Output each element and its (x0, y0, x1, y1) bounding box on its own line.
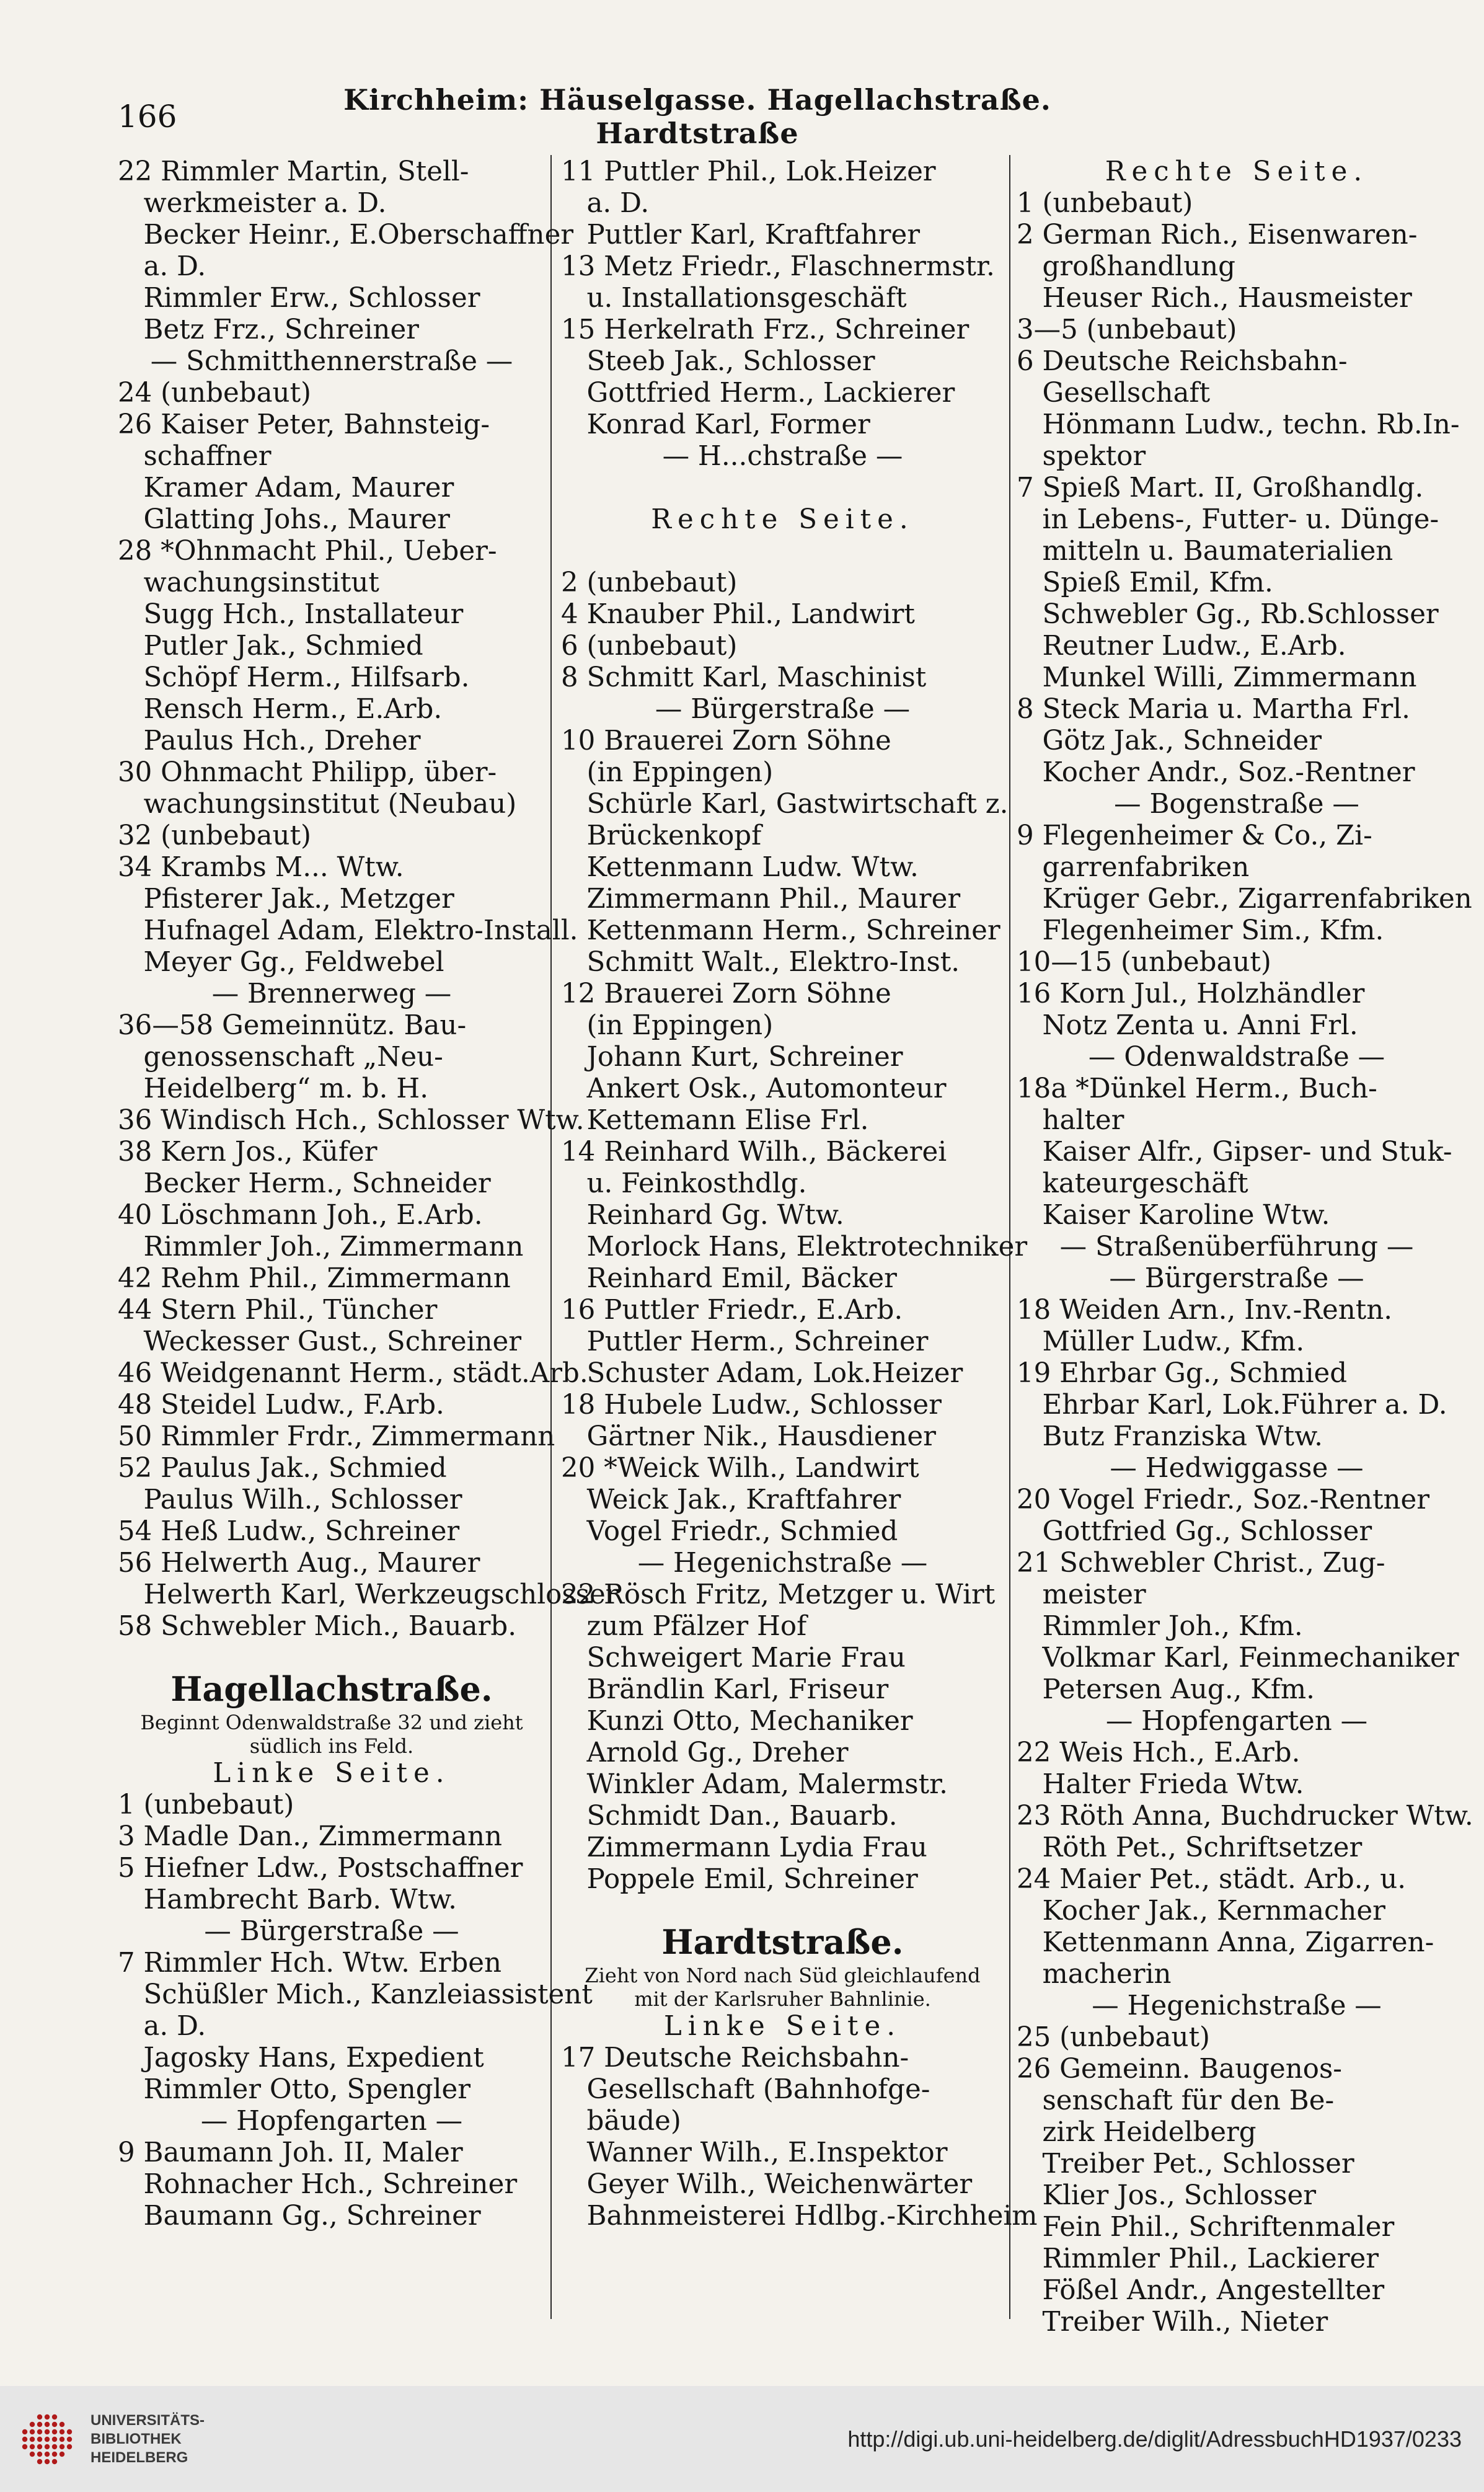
directory-entry: Röth Pet., Schriftsetzer (1017, 1832, 1363, 1863)
directory-entry: 12 Brauerei Zorn Söhne (561, 978, 891, 1009)
directory-entry: 14 Reinhard Wilh., Bäckerei (561, 1137, 947, 1168)
side-heading: Linke Seite. (213, 1758, 451, 1789)
street-description: Zieht von Nord nach Süd gleichlaufend (585, 1964, 981, 1987)
directory-entry: 36 Windisch Hch., Schlosser Wtw. (118, 1105, 585, 1136)
seal-dot (30, 2421, 35, 2426)
running-title: Kirchheim: Häuselgasse. Hagellachstraße. Hardtstraße (343, 83, 1051, 150)
cross-street-marker: — Bogenstraße — (1114, 789, 1359, 820)
directory-entry: 18 Hubele Ludw., Schlosser (561, 1390, 942, 1421)
street-description: Beginnt Odenwaldstraße 32 und zieht (140, 1711, 523, 1734)
seal-dot (45, 2459, 50, 2463)
side-heading: Rechte Seite. (1105, 156, 1369, 187)
seal-dot (30, 2444, 35, 2449)
seal-dot (67, 2429, 72, 2434)
directory-entry: Zimmermann Phil., Maurer (561, 884, 961, 915)
directory-entry: mitteln u. Baumaterialien (1017, 536, 1393, 567)
seal-dot (45, 2451, 50, 2456)
directory-entry: Gesellschaft (Bahnhofge- (561, 2074, 930, 2105)
directory-entry: Halter Frieda Wtw. (1017, 1769, 1304, 1800)
directory-entry: Flegenheimer Sim., Kfm. (1017, 915, 1384, 946)
directory-entry: Ankert Osk., Automonteur (561, 1073, 947, 1104)
seal-dot (22, 2444, 27, 2449)
seal-dot (37, 2444, 42, 2449)
directory-entry: 44 Stern Phil., Tüncher (118, 1295, 438, 1326)
directory-entry: 54 Heß Ludw., Schreiner (118, 1516, 460, 1547)
directory-entry: Arnold Gg., Dreher (561, 1737, 849, 1768)
street-heading: Hardtstraße. (661, 1922, 904, 1962)
directory-entry: Gärtner Nik., Hausdiener (561, 1421, 936, 1452)
directory-entry: Poppele Emil, Schreiner (561, 1864, 918, 1895)
library-name: UNIVERSITÄTS- BIBLIOTHEK HEIDELBERG (91, 2411, 205, 2466)
directory-entry: Reinhard Gg. Wtw. (561, 1200, 844, 1231)
cross-street-marker: — Odenwaldstraße — (1088, 1042, 1385, 1073)
directory-entry: Kaiser Alfr., Gipser- und Stuk- (1017, 1137, 1452, 1168)
seal-dot (60, 2429, 64, 2434)
seal-dot (52, 2444, 57, 2449)
directory-entry: Kettenmann Ludw. Wtw. (561, 852, 919, 883)
directory-entry: kateurgeschäft (1017, 1168, 1248, 1199)
directory-entry: a. D. (118, 2011, 206, 2042)
directory-entry: 10—15 (unbebaut) (1017, 947, 1271, 978)
directory-entry: (in Eppingen) (561, 757, 774, 788)
directory-entry: 9 Baumann Joh. II, Maler (118, 2137, 463, 2168)
seal-dot (37, 2451, 42, 2456)
directory-entry: Bahnmeisterei Hdlbg.-Kirchheim (561, 2201, 1038, 2232)
cross-street-marker: — Straßenüberführung — (1059, 1231, 1414, 1262)
directory-entry: Kocher Jak., Kernmacher (1017, 1896, 1385, 1927)
directory-entry: Baumann Gg., Schreiner (118, 2201, 481, 2232)
directory-entry: 19 Ehrbar Gg., Schmied (1017, 1358, 1348, 1389)
seal-dot (22, 2429, 27, 2434)
directory-entry: Treiber Pet., Schlosser (1017, 2148, 1354, 2179)
directory-entry: Jagosky Hans, Expedient (118, 2042, 484, 2073)
directory-entry: Notz Zenta u. Anni Frl. (1017, 1010, 1358, 1041)
directory-entry: Brückenkopf (561, 820, 762, 851)
directory-entry: 3 Madle Dan., Zimmermann (118, 1821, 503, 1852)
directory-entry: macherin (1017, 1959, 1172, 1990)
directory-entry: Petersen Aug., Kfm. (1017, 1674, 1315, 1705)
directory-entry: Heidelberg“ m. b. H. (118, 1073, 429, 1104)
directory-entry: zirk Heidelberg (1017, 2117, 1257, 2148)
directory-entry: Rensch Herm., E.Arb. (118, 694, 443, 725)
seal-dot (52, 2421, 57, 2426)
directory-entry: (in Eppingen) (561, 1010, 774, 1041)
cross-street-marker: — Brennerweg — (211, 978, 452, 1009)
directory-entry: Kocher Andr., Soz.-Rentner (1017, 757, 1415, 788)
directory-entry: meister (1017, 1579, 1146, 1610)
cross-street-marker: — Hegenichstraße — (637, 1548, 928, 1579)
directory-entry: Heuser Rich., Hausmeister (1017, 283, 1412, 314)
seal-dot (22, 2436, 27, 2441)
page-header (118, 83, 1134, 150)
directory-entry: Volkmar Karl, Feinmechaniker (1017, 1643, 1459, 1674)
directory-entry: halter (1017, 1105, 1124, 1136)
directory-entry: Müller Ludw., Kfm. (1017, 1326, 1305, 1357)
directory-entry: 22 Rösch Fritz, Metzger u. Wirt (561, 1579, 996, 1610)
directory-entry: Reutner Ludw., E.Arb. (1017, 631, 1346, 662)
directory-entry: wachungsinstitut (Neubau) (118, 789, 517, 820)
directory-entry: Schürle Karl, Gastwirtschaft z. (561, 789, 1009, 820)
directory-entry: 17 Deutsche Reichsbahn- (561, 2042, 909, 2073)
directory-entry: 24 (unbebaut) (118, 378, 312, 409)
directory-entry: 46 Weidgenannt Herm., städt.Arb. (118, 1358, 588, 1389)
directory-entry: 40 Löschmann Joh., E.Arb. (118, 1200, 483, 1231)
directory-entry: 26 Gemeinn. Baugenos- (1017, 2054, 1342, 2085)
directory-entry: Weckesser Gust., Schreiner (118, 1326, 522, 1357)
seal-dot (37, 2436, 42, 2441)
directory-entry (561, 536, 1004, 567)
directory-entry: 50 Rimmler Frdr., Zimmermann (118, 1421, 555, 1452)
directory-entry: u. Feinkosthdlg. (561, 1168, 807, 1199)
directory-entry: Sugg Hch., Installateur (118, 599, 464, 630)
directory-entry: genossenschaft „Neu- (118, 1042, 443, 1073)
directory-entry: 7 Spieß Mart. II, Großhandlg. (1017, 472, 1424, 503)
page-number: 166 (118, 99, 177, 135)
directory-entry: Schweigert Marie Frau (561, 1643, 906, 1674)
directory-entry: Gottfried Herm., Lackierer (561, 378, 955, 409)
seal-dot (60, 2436, 64, 2441)
cross-street-marker: — H...chstraße — (662, 441, 903, 472)
directory-entry: Fößel Andr., Angestellter (1017, 2275, 1385, 2306)
directory-entry: 28 *Ohnmacht Phil., Ueber- (118, 536, 497, 567)
directory-entry: Hönmann Ludw., techn. Rb.In- (1017, 409, 1460, 440)
seal-dot (45, 2414, 50, 2419)
directory-entry: Munkel Willi, Zimmermann (1017, 662, 1417, 693)
seal-dot (37, 2421, 42, 2426)
directory-entry: Hambrecht Barb. Wtw. (118, 1884, 457, 1915)
directory-entry: Gesellschaft (1017, 378, 1211, 409)
library-logo[interactable] (16, 2408, 205, 2470)
directory-entry: 48 Steidel Ludw., F.Arb. (118, 1390, 444, 1421)
directory-entry: 2 (unbebaut) (561, 567, 738, 598)
directory-entry: Paulus Hch., Dreher (118, 725, 421, 756)
directory-entry: 16 Korn Jul., Holzhändler (1017, 978, 1365, 1009)
street-description: südlich ins Feld. (249, 1734, 414, 1758)
directory-entry: Klier Jos., Schlosser (1017, 2180, 1317, 2211)
directory-entry: 2 German Rich., Eisenwaren- (1017, 219, 1418, 251)
directory-entry: schaffner (118, 441, 272, 472)
directory-entry: Ehrbar Karl, Lok.Führer a. D. (1017, 1390, 1447, 1421)
seal-dot (60, 2444, 64, 2449)
directory-entry: Gottfried Gg., Schlosser (1017, 1516, 1372, 1547)
seal-dot (45, 2444, 50, 2449)
directory-entry: Puttler Karl, Kraftfahrer (561, 219, 920, 251)
directory-entry: Morlock Hans, Elektrotechniker (561, 1231, 1028, 1262)
directory-entry: 7 Rimmler Hch. Wtw. Erben (118, 1948, 501, 1979)
seal-dot (45, 2436, 50, 2441)
seal-dot (45, 2429, 50, 2434)
directory-entry: 58 Schwebler Mich., Bauarb. (118, 1611, 517, 1642)
directory-entry: Vogel Friedr., Schmied (561, 1516, 898, 1547)
directory-entry: Pfisterer Jak., Metzger (118, 884, 454, 915)
cross-street-marker: — Bürgerstraße — (1109, 1263, 1364, 1294)
university-seal-icon (16, 2408, 78, 2470)
directory-entry: 8 Schmitt Karl, Maschinist (561, 662, 927, 693)
directory-entry: 32 (unbebaut) (118, 820, 312, 851)
side-heading: Linke Seite. (663, 2011, 902, 2042)
seal-dot (45, 2421, 50, 2426)
seal-dot (30, 2451, 35, 2456)
directory-entry: Brändlin Karl, Friseur (561, 1674, 889, 1705)
street-description: mit der Karlsruher Bahnlinie. (634, 1987, 931, 2011)
directory-entry: Götz Jak., Schneider (1017, 725, 1322, 756)
directory-entry: 1 (unbebaut) (1017, 188, 1193, 219)
directory-entry: 10 Brauerei Zorn Söhne (561, 725, 891, 756)
directory-entry: 5 Hiefner Ldw., Postschaffner (118, 1853, 523, 1884)
directory-entry: Kettenmann Anna, Zigarren- (1017, 1927, 1434, 1958)
directory-column-left (118, 156, 619, 2326)
directory-entry: Meyer Gg., Feldwebel (118, 947, 444, 978)
directory-entry: 56 Helwerth Aug., Maurer (118, 1548, 480, 1579)
directory-entry: Weick Jak., Kraftfahrer (561, 1484, 901, 1515)
directory-entry: 42 Rehm Phil., Zimmermann (118, 1263, 511, 1294)
directory-entry: Kettenmann Herm., Schreiner (561, 915, 1000, 946)
directory-entry: 18a *Dünkel Herm., Buch- (1017, 1073, 1377, 1104)
directory-entry: garrenfabriken (1017, 852, 1250, 883)
directory-entry: 4 Knauber Phil., Landwirt (561, 599, 915, 630)
directory-entry: 21 Schwebler Christ., Zug- (1017, 1548, 1385, 1579)
seal-dot (60, 2451, 64, 2456)
directory-entry: 25 (unbebaut) (1017, 2022, 1211, 2053)
directory-entry: Schuster Adam, Lok.Heizer (561, 1358, 963, 1389)
directory-entry: Becker Heinr., E.Oberschaffner (118, 219, 574, 251)
directory-entry: großhandlung (1017, 251, 1235, 282)
directory-entry: Butz Franziska Wtw. (1017, 1421, 1323, 1452)
directory-entry: Kramer Adam, Maurer (118, 472, 454, 503)
directory-entry: in Lebens-, Futter- u. Dünge- (1017, 504, 1439, 535)
directory-entry: werkmeister a. D. (118, 188, 387, 219)
directory-entry: Schmidt Dan., Bauarb. (561, 1801, 898, 1832)
directory-entry: spektor (1017, 441, 1146, 472)
side-heading: Rechte Seite. (651, 504, 914, 535)
directory-entry: Kaiser Karoline Wtw. (1017, 1200, 1330, 1231)
directory-entry: Fein Phil., Schriftenmaler (1017, 2212, 1395, 2243)
cross-street-marker: — Hopfengarten — (200, 2106, 463, 2137)
directory-entry: 30 Ohnmacht Philipp, über- (118, 757, 497, 788)
directory-entry: a. D. (561, 188, 650, 219)
directory-entry: 24 Maier Pet., städt. Arb., u. (1017, 1864, 1407, 1895)
directory-entry: 3—5 (unbebaut) (1017, 314, 1237, 345)
directory-entry: 20 *Weick Wilh., Landwirt (561, 1453, 919, 1484)
directory-entry: Rohnacher Hch., Schreiner (118, 2169, 518, 2200)
seal-dot (30, 2436, 35, 2441)
directory-entry: 36—58 Gemeinnütz. Bau- (118, 1010, 467, 1041)
directory-entry: Krüger Gebr., Zigarrenfabriken (1017, 884, 1472, 915)
directory-entry: zum Pfälzer Hof (561, 1611, 807, 1642)
directory-entry: 38 Kern Jos., Küfer (118, 1137, 378, 1168)
directory-entry: 18 Weiden Arn., Inv.-Rentn. (1017, 1295, 1393, 1326)
seal-dot (37, 2414, 42, 2419)
directory-column-right (1017, 156, 1473, 2338)
directory-entry: Rimmler Otto, Spengler (118, 2074, 471, 2105)
directory-entry: Kunzi Otto, Mechaniker (561, 1706, 913, 1737)
directory-entry: 6 (unbebaut) (561, 631, 738, 662)
directory-entry: Schwebler Gg., Rb.Schlosser (1017, 599, 1439, 630)
directory-entry: 13 Metz Friedr., Flaschnermstr. (561, 251, 995, 282)
directory-entry: Puttler Herm., Schreiner (561, 1326, 929, 1357)
directory-entry: Rimmler Joh., Kfm. (1017, 1611, 1303, 1642)
directory-entry: 22 Weis Hch., E.Arb. (1017, 1737, 1301, 1768)
directory-entry (561, 472, 1004, 504)
directory-entry: Becker Herm., Schneider (118, 1168, 491, 1199)
directory-entry: Wanner Wilh., E.Inspektor (561, 2137, 948, 2168)
directory-entry: Kettemann Elise Frl. (561, 1105, 869, 1136)
directory-entry: 8 Steck Maria u. Martha Frl. (1017, 694, 1410, 725)
directory-entry: 9 Flegenheimer & Co., Zi- (1017, 820, 1372, 851)
cross-street-marker: — Hopfengarten — (1105, 1706, 1368, 1737)
directory-entry: 26 Kaiser Peter, Bahnsteig- (118, 409, 490, 440)
directory-entry: Glatting Johs., Maurer (118, 504, 450, 535)
directory-entry: Putler Jak., Schmied (118, 631, 423, 662)
seal-dot (30, 2429, 35, 2434)
cross-street-marker: — Bürgerstraße — (204, 1916, 459, 1947)
directory-entry: Geyer Wilh., Weichenwärter (561, 2169, 973, 2200)
directory-entry: u. Installationsgeschäft (561, 283, 907, 314)
seal-dot (60, 2421, 64, 2426)
directory-entry: Rimmler Phil., Lackierer (1017, 2243, 1379, 2274)
directory-entry: Paulus Wilh., Schlosser (118, 1484, 462, 1515)
cross-street-marker: — Hedwiggasse — (1110, 1453, 1364, 1484)
cross-street-marker: — Hegenichstraße — (1092, 1990, 1382, 2021)
directory-entry: bäude) (561, 2106, 681, 2137)
seal-dot (52, 2436, 57, 2441)
directory-entry: Reinhard Emil, Bäcker (561, 1263, 897, 1294)
street-heading: Hagellachstraße. (170, 1669, 493, 1709)
directory-entry: Spieß Emil, Kfm. (1017, 567, 1273, 598)
seal-dot (52, 2414, 57, 2419)
seal-dot (52, 2451, 57, 2456)
directory-entry: Schmitt Walt., Elektro-Inst. (561, 947, 960, 978)
directory-entry: 15 Herkelrath Frz., Schreiner (561, 314, 969, 345)
directory-entry: 23 Röth Anna, Buchdrucker Wtw. (1017, 1801, 1473, 1832)
library-footer (0, 2386, 1484, 2492)
directory-entry: 6 Deutsche Reichsbahn- (1017, 346, 1348, 377)
seal-dot (67, 2436, 72, 2441)
directory-entry: Schöpf Herm., Hilfsarb. (118, 662, 470, 693)
cross-street-marker: — Bürgerstraße — (655, 694, 911, 725)
directory-entry: Helwerth Karl, Werkzeugschlosser (118, 1579, 619, 1610)
cross-street-marker: — Schmitthennerstraße — (150, 346, 513, 377)
directory-entry: Zimmermann Lydia Frau (561, 1832, 927, 1863)
directory-entry: Johann Kurt, Schreiner (561, 1042, 903, 1073)
seal-dot (37, 2459, 42, 2463)
directory-entry: Treiber Wilh., Nieter (1017, 2307, 1328, 2338)
directory-entry: 1 (unbebaut) (118, 1789, 294, 1820)
directory-entry: 52 Paulus Jak., Schmied (118, 1453, 447, 1484)
seal-dot (37, 2429, 42, 2434)
directory-entry: Rimmler Erw., Schlosser (118, 283, 480, 314)
directory-entry: 11 Puttler Phil., Lok.Heizer (561, 156, 936, 187)
directory-entry: Winkler Adam, Malermstr. (561, 1769, 948, 1800)
seal-dot (52, 2459, 57, 2463)
directory-entry: 16 Puttler Friedr., E.Arb. (561, 1295, 903, 1326)
directory-entry: wachungsinstitut (118, 567, 379, 598)
directory-entry: Hufnagel Adam, Elektro-Install. (118, 915, 578, 946)
directory-entry: Betz Frz., Schreiner (118, 314, 419, 345)
directory-entry: a. D. (118, 251, 206, 282)
directory-entry: Konrad Karl, Former (561, 409, 870, 440)
directory-column-middle (561, 156, 1038, 2326)
seal-dot (67, 2444, 72, 2449)
directory-entry: Rimmler Joh., Zimmermann (118, 1231, 524, 1262)
directory-entry: Schüßler Mich., Kanzleiassistent (118, 1979, 593, 2010)
directory-entry: 22 Rimmler Martin, Stell- (118, 156, 469, 187)
directory-entry: senschaft für den Be- (1017, 2085, 1335, 2116)
directory-entry: 34 Krambs M... Wtw. (118, 852, 404, 883)
seal-dot (52, 2429, 57, 2434)
source-url-link[interactable]: http://digi.ub.uni-heidelberg.de/diglit/AdressbuchHD1937/0233 (847, 2426, 1462, 2452)
directory-entry: 20 Vogel Friedr., Soz.-Rentner (1017, 1484, 1430, 1515)
directory-entry: Steeb Jak., Schlosser (561, 346, 875, 377)
